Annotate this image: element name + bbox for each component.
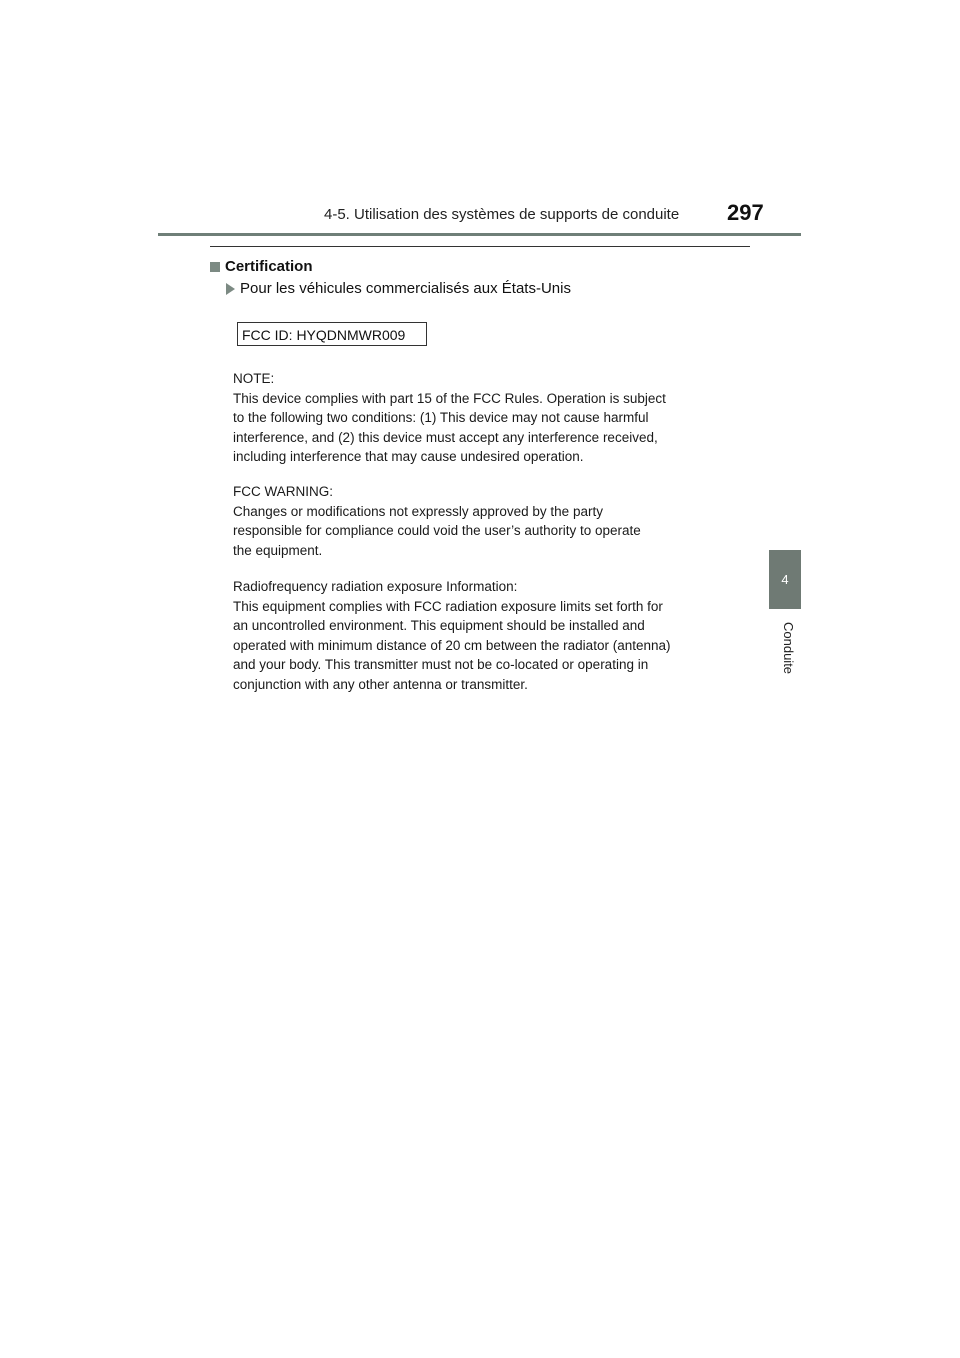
radiation-line: conjunction with any other antenna or transmitter. [233, 676, 528, 692]
warning-line: responsible for compliance could void the user’s authority to operate [233, 523, 641, 538]
warning-line: Changes or modifications not expressly approved by the party [233, 503, 603, 519]
chapter-label: Conduite [781, 622, 796, 675]
note-line: NOTE: [233, 371, 275, 386]
header-divider [158, 233, 801, 236]
radiation-line: This equipment complies with FCC radiation exposure limits set forth for [233, 598, 663, 614]
chapter-tab [769, 550, 801, 609]
section-subheading [226, 280, 571, 297]
radiation-line: an uncontrolled environment. This equipment should be installed and [233, 618, 645, 633]
radiation-info-block [233, 577, 743, 694]
page-header-title: 4-5. Utilisation des systèmes de supports de conduite [324, 206, 680, 223]
warning-line: the equipment. [233, 542, 323, 558]
section-divider [210, 246, 750, 247]
section-heading [210, 258, 313, 275]
page-number: 297 [727, 200, 764, 225]
triangle-bullet-icon [226, 283, 235, 295]
radiation-line: Radiofrequency radiation exposure Information: [233, 579, 518, 594]
warning-line: FCC WARNING: [233, 484, 333, 499]
note-line: to the following two conditions: (1) This device may not cause harmful [233, 410, 649, 425]
section-heading-text: Certification [225, 258, 313, 275]
chapter-number: 4 [781, 572, 789, 587]
note-line: including interference that may cause undesired operation. [233, 449, 584, 464]
note-line: interference, and (2) this device must accept any interference received, [233, 429, 658, 445]
square-bullet-icon [210, 262, 220, 272]
fcc-note-block [233, 369, 743, 467]
fcc-id-box: FCC ID: HYQDNMWR009 [237, 322, 427, 346]
note-line: This device complies with part 15 of the FCC Rules. Operation is subject [233, 390, 666, 406]
radiation-line: operated with minimum distance of 20 cm between the radiator (antenna) [233, 637, 671, 653]
radiation-line: and your body. This transmitter must not be co-located or operating in [233, 657, 649, 672]
section-subheading-text: Pour les véhicules commercialisés aux États-Unis [240, 280, 571, 297]
fcc-warning-block [233, 482, 743, 560]
